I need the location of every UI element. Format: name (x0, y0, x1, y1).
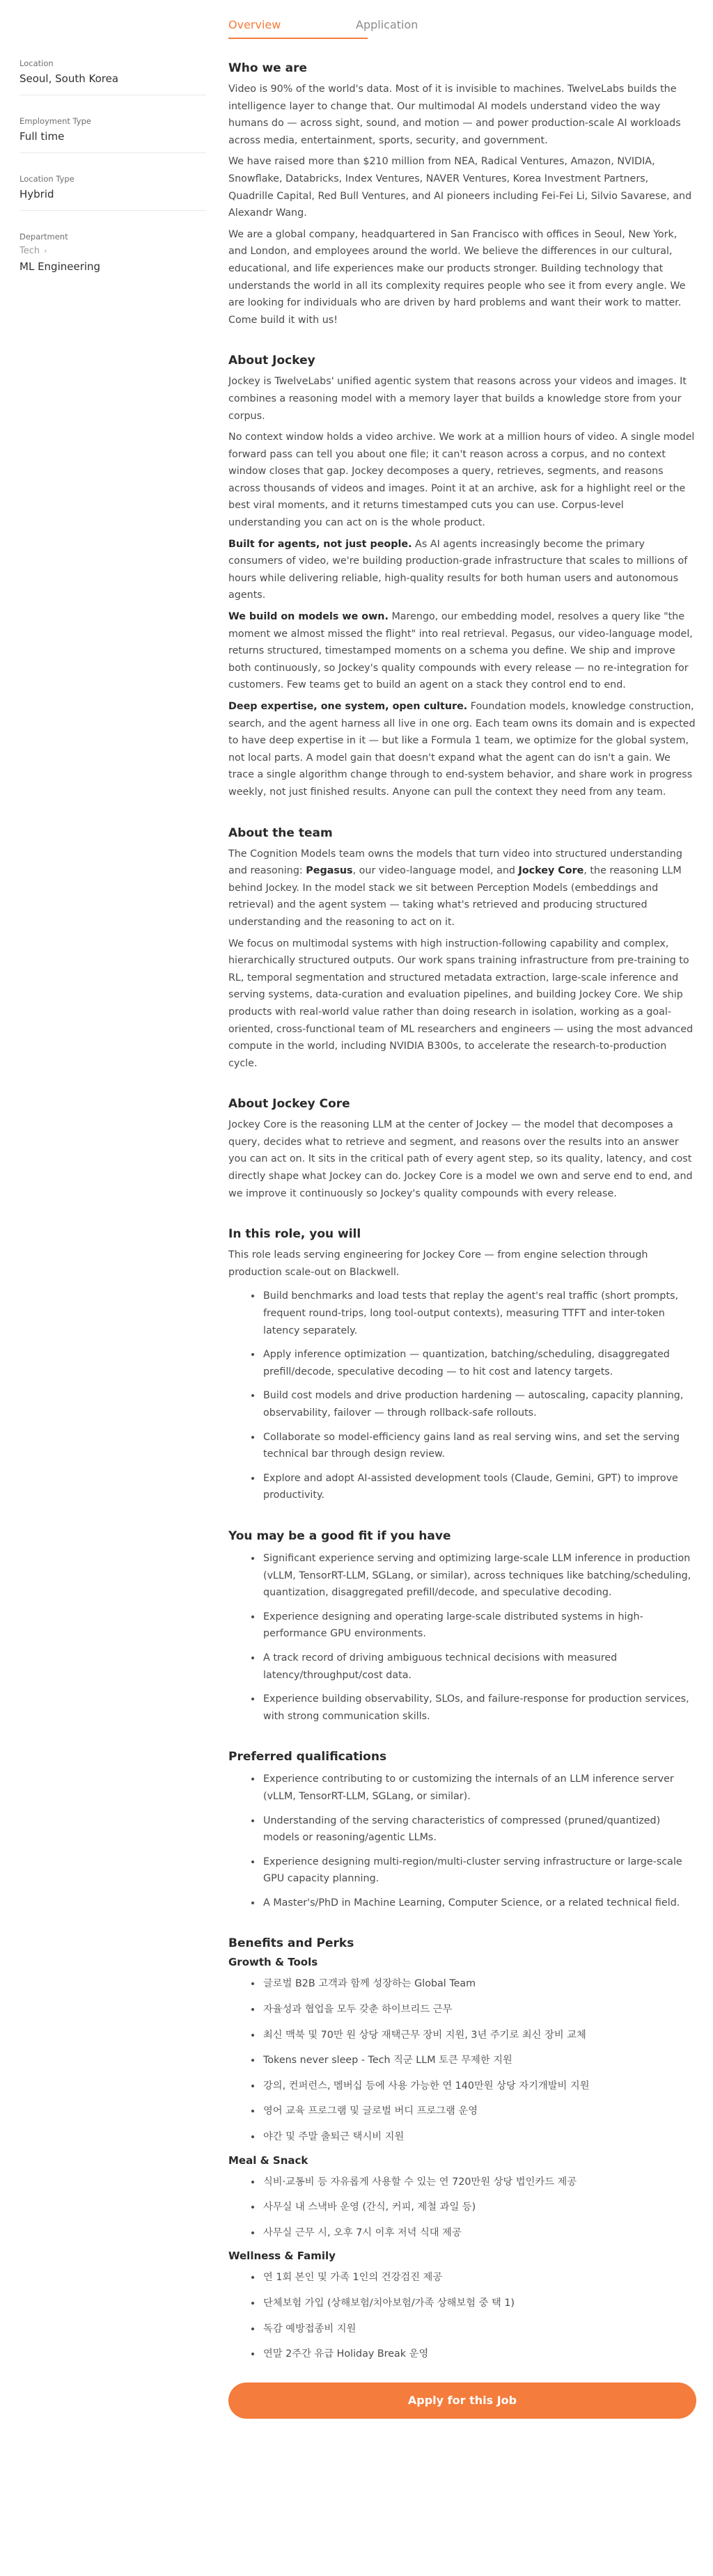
paragraph (228, 608, 696, 694)
list-item: • Explore and adopt AI-assisted development tools (Claude, Gemini, GPT) to improve productivity. (262, 1470, 696, 1504)
list-item: • 자율성과 협업을 모두 갖춘 하이브리드 근무 (262, 2001, 696, 2018)
location-type-label: Location Type (19, 174, 75, 184)
paragraph (228, 698, 696, 801)
department-label: Department (19, 232, 68, 242)
bold-term: Jockey Core (518, 865, 584, 877)
about-jockey-section (228, 354, 696, 800)
paragraph-text: The Cognition Models team owns the models that turn video into structured understanding and reasoning: (228, 848, 682, 877)
location-value: Seoul, South Korea (19, 72, 119, 85)
paragraph: No context window holds a video archive. We work at a million hours of video. A single model forward pass can tell you about one file; it can't reason across a corpus, and no context window closes that gap. Jockey decomposes a query, retrieves, segments, and reasons across thousands of videos and images. Point it at an archive, ask for a highlight reel or the best viral moments, and it returns timestamped cuts you can use. Corpus-level understanding you can act on is the whole product. (228, 432, 695, 529)
job-meta-sidebar (19, 0, 206, 303)
paragraph: We have raised more than $210 million from NEA, Radical Ventures, Amazon, NVIDIA, Snowflake, Databricks, Index Ventures, NAVER Ventures, Korea Investment Partners, Quadrille Capital, Red Bull Ventures, and AI pioneers including Fei-Fei Li, Silvio Savarese, and Alexandr Wang. (228, 156, 692, 219)
paragraph: This role leads serving engineering for Jockey Core — from engine selection through production scale-out on Blackwell. (228, 1249, 648, 1278)
tab-overview[interactable]: Overview (228, 18, 281, 31)
department-value: ML Engineering (19, 260, 101, 273)
list-item: • 연 1회 본인 및 가족 1인의 건강검진 제공 (262, 2269, 696, 2286)
growth-list (228, 1975, 696, 2145)
paragraph: We focus on multimodal systems with high instruction-following capability and complex, hierarchically structured outputs. Our work spans training infrastructure from pre-training to RL, temporal segmentation and structured metadata extraction, large-scale inference and serving systems, data-curation and evaluation pipelines, and building Jockey Core. We ship products with real-world value rather than doing research in isolation, working as a goal-oriented, cross-functional team of ML researchers and engineers — using the most advanced compute in the world, including NVIDIA B300s, to accelerate the research-to-production cycle. (228, 938, 694, 1069)
list-item: • Tokens never sleep - Tech 직군 LLM 토큰 무제한 지원 (262, 2052, 696, 2069)
paragraph-text: Marengo, our embedding model, resolves a query like "the moment we almost missed the flight" into real retrieval. Pegasus, our video-language model, returns structured, timestamped moments on a schema you define. We ship and improve both continuously, so Jockey's quality compounds with every release — no re-integration for customers. Few teams get to build an agent on a stack they control end to end. (228, 611, 693, 691)
fit-list (228, 1550, 696, 1725)
employment-block (19, 116, 206, 153)
bold-term: Pegasus (306, 865, 353, 877)
paragraph (228, 846, 696, 931)
paragraph-text: , our video-language model, and (352, 865, 519, 877)
list-item: • 영어 교육 프로그램 및 글로벌 버디 프로그램 운영 (262, 2103, 696, 2120)
list-item: • Experience designing multi-region/multi-cluster serving infrastructure or large-scale GPU capacity planning. (262, 1854, 696, 1888)
paragraph: We are a global company, headquartered in San Francisco with offices in Seoul, New York, and London, and employees around the world. We believe the differences in our cultural, educational, and life experiences make our products stronger. Building technology that understands the world in all its complexity requires people who see it from every angle. We are looking for individuals who are driven by hard problems and want their work to matter. Come build it with us! (228, 228, 686, 326)
bold-lead: We build on models we own. (228, 611, 389, 623)
section-title: About the team (228, 825, 333, 840)
list-item: • Experience contributing to or customizing the internals of an LLM inference server (vLLM, TensorRT-LLM, SGLang, or similar). (262, 1771, 696, 1805)
paragraph: Jockey Core is the reasoning LLM at the center of Jockey — the model that decomposes a query, decides what to retrieve and segment, and reasons over the results into an answer you can act on. It sits in the critical path of every agent step, so its quality, latency, and cost directly shape what Jockey can do. Jockey Core is a model we own and serve end to end, and we improve it continuously so Jockey's quality compounds with every release. (228, 1119, 693, 1199)
bold-lead: Built for agents, not just people. (228, 538, 412, 550)
list-item: • 단체보험 가입 (상해보험/치아보험/가족 상해보험 중 택 1) (262, 2295, 696, 2312)
list-item: • 글로벌 B2B 고객과 함께 성장하는 Global Team (262, 1975, 696, 1993)
location-block (19, 58, 206, 95)
list-item: • 식비·교통비 등 자유롭게 사용할 수 있는 연 720만원 상당 법인카드 제공 (262, 2174, 696, 2191)
list-item: • 사무실 근무 시, 오후 7시 이후 저녁 식대 제공 (262, 2225, 696, 2242)
chevron-right-icon: › (44, 246, 47, 255)
tab-application[interactable]: Application (356, 18, 418, 31)
job-description (228, 61, 696, 2419)
section-title: Who we are (228, 61, 307, 75)
section-title: About Jockey Core (228, 1097, 350, 1112)
role-list (228, 1288, 696, 1504)
paragraph-text: Foundation models, knowledge construction, search, and the agent harness all live in one org. Each team owns its domain and is expected to have deep expertise in it — but like a Formula 1 team, we optimize for the global system, not local parts. A model gain that doesn't expand what the agent can do isn't a gain. We trace a single algorithm change through to end-system behavior, and share work in progress weekly, not just finished results. Anyone can pull the context they need from any team. (228, 701, 696, 798)
paragraph (228, 536, 696, 604)
list-item: • 강의, 컨퍼런스, 멤버십 등에 사용 가능한 연 140만원 상당 자기개발비 지원 (262, 2078, 696, 2095)
department-block (19, 232, 206, 283)
list-item: • Build cost models and drive production hardening — autoscaling, capacity planning, observability, failover — through rollback-safe rollouts. (262, 1387, 696, 1421)
department-crumb-text: Tech (19, 246, 40, 256)
tab-bar (228, 0, 696, 42)
list-item: • Understanding of the serving characteristics of compressed (pruned/quantized) models or reasoning/agentic LLMs. (262, 1812, 696, 1847)
paragraph: Jockey is TwelveLabs' unified agentic system that reasons across your videos and images. It combines a reasoning model with a memory layer that builds a knowledge store from your corpus. (228, 376, 687, 422)
benefits-section (228, 1936, 696, 2362)
subsection-title: Growth & Tools (228, 1956, 318, 1969)
good-fit-section (228, 1529, 696, 1725)
section-title: Benefits and Perks (228, 1936, 354, 1951)
about-team-section (228, 826, 696, 1073)
paragraph-text: , the reasoning LLM behind Jockey. In the model stack we sit between Perception Models (embeddings and retrieval) and the agent system — taking what's retrieved and producing structured understanding and the reasoning to act on it. (228, 865, 682, 928)
role-section (228, 1227, 696, 1504)
list-item: • 독감 예방접종비 지원 (262, 2321, 696, 2338)
section-title: In this role, you will (228, 1227, 361, 1242)
wellness-list (228, 2269, 696, 2362)
section-title: You may be a good fit if you have (228, 1528, 451, 1543)
list-item: • A Master's/PhD in Machine Learning, Computer Science, or a related technical field. (262, 1895, 696, 1912)
location-type-block (19, 174, 206, 211)
employment-label: Employment Type (19, 116, 91, 126)
list-item: • 최신 맥북 및 70만 원 상당 재택근무 장비 지원, 3년 주기로 최신 장비 교체 (262, 2027, 696, 2044)
list-item: • Experience designing and operating large-scale distributed systems in high-performance GPU environments. (262, 1609, 696, 1643)
bold-lead: Deep expertise, one system, open culture. (228, 701, 468, 712)
list-item: • Significant experience serving and optimizing large-scale LLM inference in production (vLLM, TensorRT-LLM, SGLang, or similar), across techniques like batching/scheduling, quantization, disaggregated prefill/decode, and speculative decoding. (262, 1550, 696, 1602)
active-tab-indicator (228, 38, 368, 39)
section-title: About Jockey (228, 354, 315, 368)
employment-value: Full time (19, 130, 65, 143)
department-breadcrumb (19, 246, 206, 256)
location-label: Location (19, 58, 54, 68)
subsection-title: Meal & Snack (228, 2154, 308, 2167)
list-item: • 야간 및 주말 출퇴근 택시비 지원 (262, 2128, 696, 2146)
section-title: Preferred qualifications (228, 1750, 387, 1764)
apply-button[interactable]: Apply for this Job (228, 2383, 696, 2419)
list-item: • Collaborate so model-efficiency gains land as real serving wins, and set the serving technical bar through design review. (262, 1429, 696, 1463)
preferred-section (228, 1750, 696, 1911)
list-item: • Apply inference optimization — quantization, batching/scheduling, disaggregated prefill/decode, speculative decoding — to hit cost and latency targets. (262, 1346, 696, 1380)
list-item: • A track record of driving ambiguous technical decisions with measured latency/throughput/cost data. (262, 1650, 696, 1684)
preferred-list (228, 1771, 696, 1911)
list-item: • 연말 2주간 유급 Holiday Break 운영 (262, 2346, 696, 2363)
subsection-title: Wellness & Family (228, 2250, 336, 2263)
list-item: • 사무실 내 스낵바 운영 (간식, 커피, 제철 과일 등) (262, 2199, 696, 2216)
about-jockey-core-section (228, 1097, 696, 1202)
meal-list (228, 2174, 696, 2242)
location-type-value: Hybrid (19, 188, 54, 200)
paragraph-text: As AI agents increasingly become the primary consumers of video, we're building production-grade infrastructure that scales to millions of hours while delivering reliable, high-quality results for both human users and autonomous agents. (228, 538, 688, 601)
who-we-are-section (228, 61, 696, 329)
paragraph: Video is 90% of the world's data. Most of it is invisible to machines. TwelveLabs builds the intelligence layer to change that. Our multimodal AI models understand video the way humans do — across sight, sound, and motion — and power production-scale AI workloads across media, entertainment, sports, security, and government. (228, 84, 681, 146)
list-item: • Experience building observability, SLOs, and failure-response for production services, with strong communication skills. (262, 1691, 696, 1725)
list-item: • Build benchmarks and load tests that replay the agent's real traffic (short prompts, frequent round-trips, long tool-output contexts), measuring TTFT and inter-token latency separately. (262, 1288, 696, 1339)
